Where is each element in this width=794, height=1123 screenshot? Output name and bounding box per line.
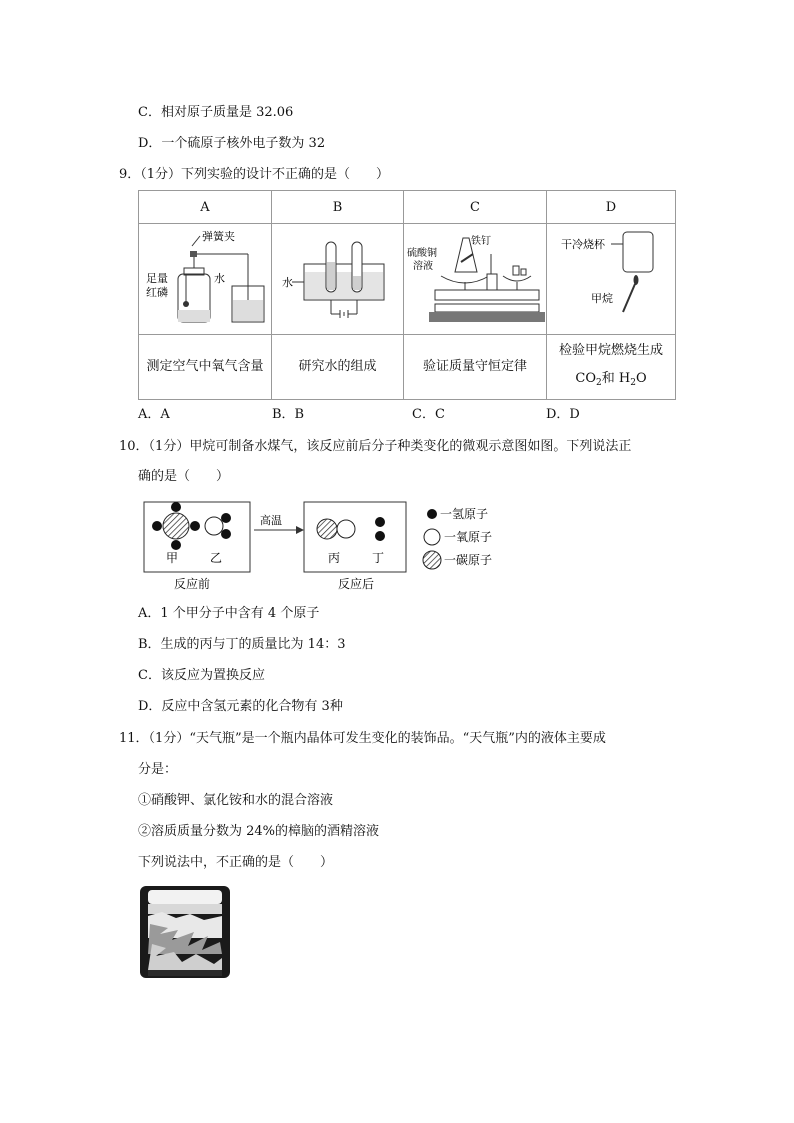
- q8-option-d: D．一个硫原子核外电子数为 32: [138, 136, 326, 151]
- hydrogen-atom: [152, 521, 162, 531]
- q10-stem-line2: 确的是（ ）: [138, 469, 230, 484]
- q9-caption-d-line2: [547, 365, 675, 397]
- q9-header-c: C: [404, 191, 547, 224]
- q11-stem-line1: 11．（1分）“天气瓶”是一个瓶内晶体可发生变化的装饰品。“天气瓶”内的液体主要成: [119, 731, 606, 746]
- carbon-atom: [163, 513, 189, 539]
- legend-oxygen: 一氧原子: [444, 530, 493, 544]
- label-water-a: 水: [214, 272, 225, 285]
- label-ding: 丁: [372, 551, 385, 565]
- q10-option-a: A．1 个甲分子中含有 4 个原子: [138, 606, 320, 621]
- q9-option-d: D．D: [546, 407, 580, 422]
- after-box: [304, 502, 406, 572]
- q10-option-b: B．生成的丙与丁的质量比为 14：3: [138, 637, 346, 652]
- q10-option-d: D．反应中含氢元素的化合物有 3种: [138, 699, 343, 714]
- q9-stem: 9．（1分）下列实验的设计不正确的是（ ）: [119, 167, 390, 182]
- label-bing: 丙: [328, 551, 341, 565]
- label-methane: 甲烷: [591, 292, 613, 305]
- methane-combustion-apparatus: [547, 224, 675, 330]
- q9-option-c: C．C: [412, 407, 445, 422]
- legend-carbon: 一碳原子: [444, 553, 493, 567]
- hydrogen-atom: [190, 521, 200, 531]
- hydrogen-atom: [171, 540, 181, 550]
- q10-reaction-diagram: [140, 496, 520, 596]
- q9-caption-b: 研究水的组成: [272, 335, 404, 400]
- label-red-p-2: 红磷: [146, 286, 168, 299]
- q11-prompt: 下列说法中，不正确的是（ ）: [138, 855, 334, 870]
- label-yi: 乙: [210, 551, 223, 565]
- subscript-2b: 2: [630, 378, 636, 388]
- q10-option-c: C．该反应为置换反应: [138, 668, 265, 683]
- label-jia: 甲: [166, 551, 179, 565]
- q9-figure-a: [139, 224, 272, 335]
- water-electrolysis-apparatus: [274, 224, 402, 330]
- label-before: 反应前: [174, 577, 211, 591]
- q9-figure-d: [547, 224, 676, 335]
- before-box: [144, 502, 250, 572]
- label-iron-nail: 铁钉: [471, 236, 491, 247]
- weather-bottle-photo: [138, 884, 232, 980]
- legend-hydrogen-icon: [427, 509, 437, 519]
- q9-caption-c: 验证质量守恒定律: [404, 335, 547, 400]
- q9-caption-a: 测定空气中氧气含量: [139, 335, 272, 400]
- formula-o: O: [635, 371, 647, 386]
- q9-caption-d: [547, 335, 676, 400]
- q9-experiment-table: [138, 190, 676, 400]
- q10-stem-line1: 10．（1分）甲烷可制备水煤气，该反应前后分子种类变化的微观示意图如图。下列说法正: [119, 439, 632, 454]
- q9-option-a: A．A: [138, 407, 170, 422]
- legend-oxygen-icon: [424, 529, 440, 545]
- q9-option-b: B．B: [272, 407, 305, 422]
- q8-option-c: C．相对原子质量是 32.06: [138, 105, 294, 120]
- hydrogen-atom: [221, 529, 231, 539]
- label-clip: 弹簧夹: [202, 230, 235, 243]
- formula-and-h: 和 H: [601, 371, 631, 386]
- label-dry-cold-beaker: 干冷烧杯: [561, 238, 605, 251]
- oxygen-content-apparatus: [140, 224, 270, 330]
- q9-header-a: A: [139, 191, 272, 224]
- q9-figure-c: [404, 224, 547, 335]
- q11-item-1: ①硝酸钾、氯化铵和水的混合溶液: [138, 793, 334, 808]
- label-after: 反应后: [338, 577, 375, 591]
- balance-apparatus: [405, 224, 545, 330]
- carbon-atom: [317, 519, 337, 539]
- label-water-b: 水: [281, 276, 293, 289]
- label-red-p-1: 足量: [146, 272, 168, 285]
- q9-caption-d-line1: 检验甲烷燃烧生成: [558, 343, 663, 358]
- hydrogen-atom: [375, 517, 385, 527]
- q9-figure-b: [272, 224, 404, 335]
- label-condition: 高温: [260, 514, 282, 527]
- hydrogen-atom: [221, 513, 231, 523]
- q11-item-2: ②溶质质量分数为 24%的樟脑的酒精溶液: [138, 824, 380, 839]
- hydrogen-atom: [375, 531, 385, 541]
- legend-hydrogen: 一氢原子: [440, 507, 489, 521]
- formula-co2-c: CO: [575, 371, 596, 386]
- legend-carbon-icon: [423, 551, 441, 569]
- q9-header-b: B: [272, 191, 404, 224]
- q11-stem-line2: 分是：: [138, 762, 178, 777]
- hydrogen-atom: [171, 502, 181, 512]
- label-cuso4-1: 硫酸铜: [407, 248, 437, 259]
- q9-header-d: D: [547, 191, 676, 224]
- oxygen-atom: [205, 517, 223, 535]
- oxygen-atom: [337, 520, 355, 538]
- subscript-2a: 2: [595, 378, 602, 388]
- label-cuso4-2: 溶液: [413, 261, 433, 272]
